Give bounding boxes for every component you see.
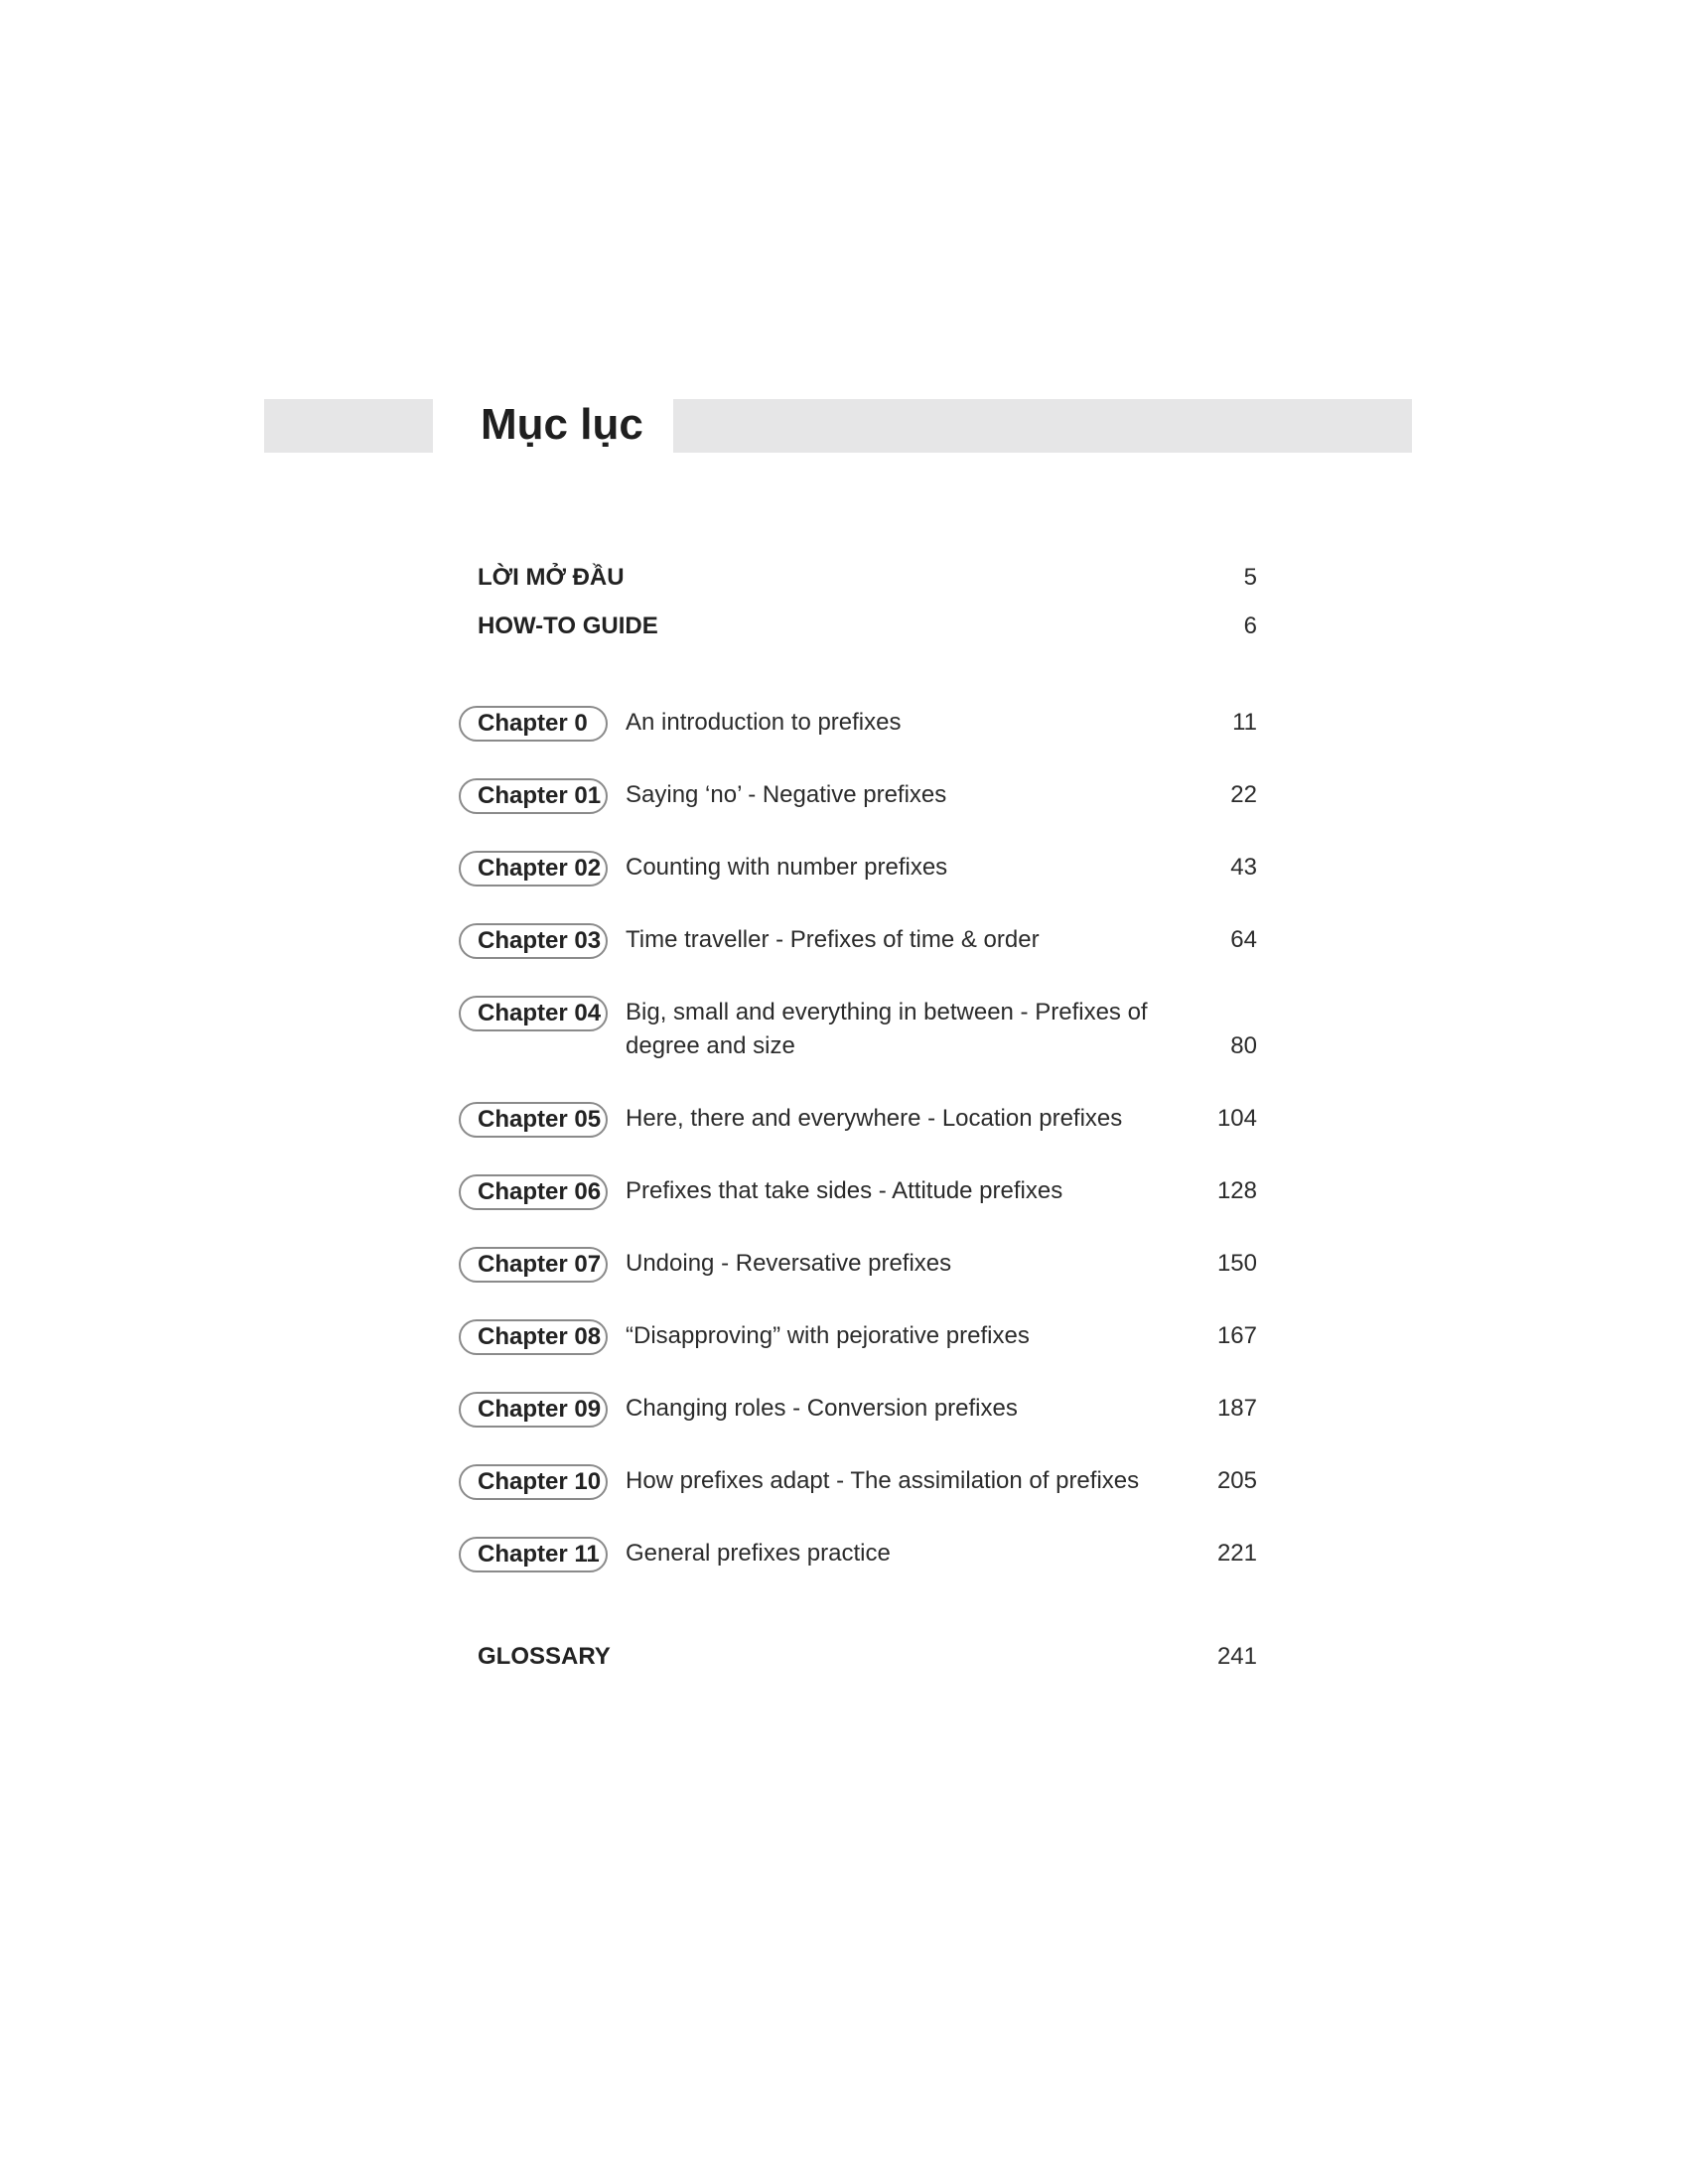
- toc-entry-chapter-10[interactable]: [459, 1464, 1257, 1508]
- toc-entry-preface[interactable]: [459, 556, 1257, 600]
- chapter-badge: Chapter 02: [459, 851, 608, 887]
- page-number: 128: [1216, 1177, 1257, 1204]
- chapter-badge: Chapter 10: [459, 1464, 608, 1500]
- section-label: HOW-TO GUIDE: [478, 613, 658, 639]
- chapter-badge: Chapter 0: [459, 706, 608, 742]
- chapter-badge: Chapter 04: [459, 996, 608, 1031]
- chapter-title: Undoing - Reversative prefixes: [626, 1250, 952, 1277]
- chapter-badge: Chapter 05: [459, 1102, 608, 1138]
- chapter-badge: Chapter 07: [459, 1247, 608, 1283]
- toc-entry-chapter-02[interactable]: [459, 851, 1257, 894]
- page-number: 221: [1216, 1540, 1257, 1567]
- chapter-badge: Chapter 03: [459, 923, 608, 959]
- chapter-title: An introduction to prefixes: [626, 709, 902, 736]
- page-number: 187: [1216, 1395, 1257, 1422]
- toc-entry-glossary[interactable]: [459, 1635, 1257, 1679]
- chapter-title: Big, small and everything in between - Prefixes of degree and size: [626, 999, 1148, 1059]
- section-label: GLOSSARY: [478, 1643, 611, 1670]
- page-number: 205: [1216, 1467, 1257, 1494]
- toc-entry-chapter-04[interactable]: [459, 996, 1257, 1073]
- page-number: 150: [1216, 1250, 1257, 1277]
- chapter-badge: Chapter 09: [459, 1392, 608, 1428]
- chapter-title: Time traveller - Prefixes of time & order: [626, 926, 1040, 953]
- chapter-badge: Chapter 06: [459, 1174, 608, 1210]
- page-number: 241: [1216, 1643, 1257, 1670]
- chapter-title: General prefixes practice: [626, 1540, 891, 1567]
- page-number: 167: [1216, 1322, 1257, 1349]
- toc-entry-chapter-07[interactable]: [459, 1247, 1257, 1291]
- chapter-title: Prefixes that take sides - Attitude prefixes: [626, 1177, 1063, 1204]
- page-number: 104: [1216, 1105, 1257, 1132]
- section-label: LỜI MỞ ĐẦU: [478, 564, 625, 591]
- toc-entry-chapter-08[interactable]: [459, 1319, 1257, 1363]
- page-number: 43: [1230, 854, 1257, 881]
- toc-entry-chapter-05[interactable]: [459, 1102, 1257, 1146]
- chapter-badge: Chapter 08: [459, 1319, 608, 1355]
- page-number: 22: [1230, 781, 1257, 808]
- toc-entry-how-to-guide[interactable]: [459, 605, 1257, 648]
- page-number: 64: [1230, 926, 1257, 953]
- chapter-badge: Chapter 11: [459, 1537, 608, 1572]
- page-number: 80: [1230, 1032, 1257, 1059]
- chapter-title: Counting with number prefixes: [626, 854, 948, 881]
- page-title: Mục lục: [481, 400, 643, 449]
- chapter-title: Saying ‘no’ - Negative prefixes: [626, 781, 947, 808]
- chapter-title: “Disapproving” with pejorative prefixes: [626, 1322, 1030, 1349]
- toc-entry-chapter-11[interactable]: [459, 1537, 1257, 1580]
- page-number: 11: [1232, 709, 1257, 736]
- page-number: 6: [1243, 613, 1257, 639]
- toc-entry-chapter-03[interactable]: [459, 923, 1257, 967]
- toc-entry-chapter-09[interactable]: [459, 1392, 1257, 1435]
- page-number: 5: [1243, 564, 1257, 591]
- chapter-title: Changing roles - Conversion prefixes: [626, 1395, 1018, 1422]
- chapter-title: Here, there and everywhere - Location prefixes: [626, 1105, 1123, 1132]
- chapter-title: How prefixes adapt - The assimilation of prefixes: [626, 1467, 1140, 1494]
- title-bar-left: [264, 399, 433, 453]
- chapter-badge: Chapter 01: [459, 778, 608, 814]
- toc-entry-chapter-06[interactable]: [459, 1174, 1257, 1218]
- toc-entry-chapter-01[interactable]: [459, 778, 1257, 822]
- title-bar-right: [673, 399, 1412, 453]
- toc-entry-chapter-0[interactable]: [459, 706, 1257, 750]
